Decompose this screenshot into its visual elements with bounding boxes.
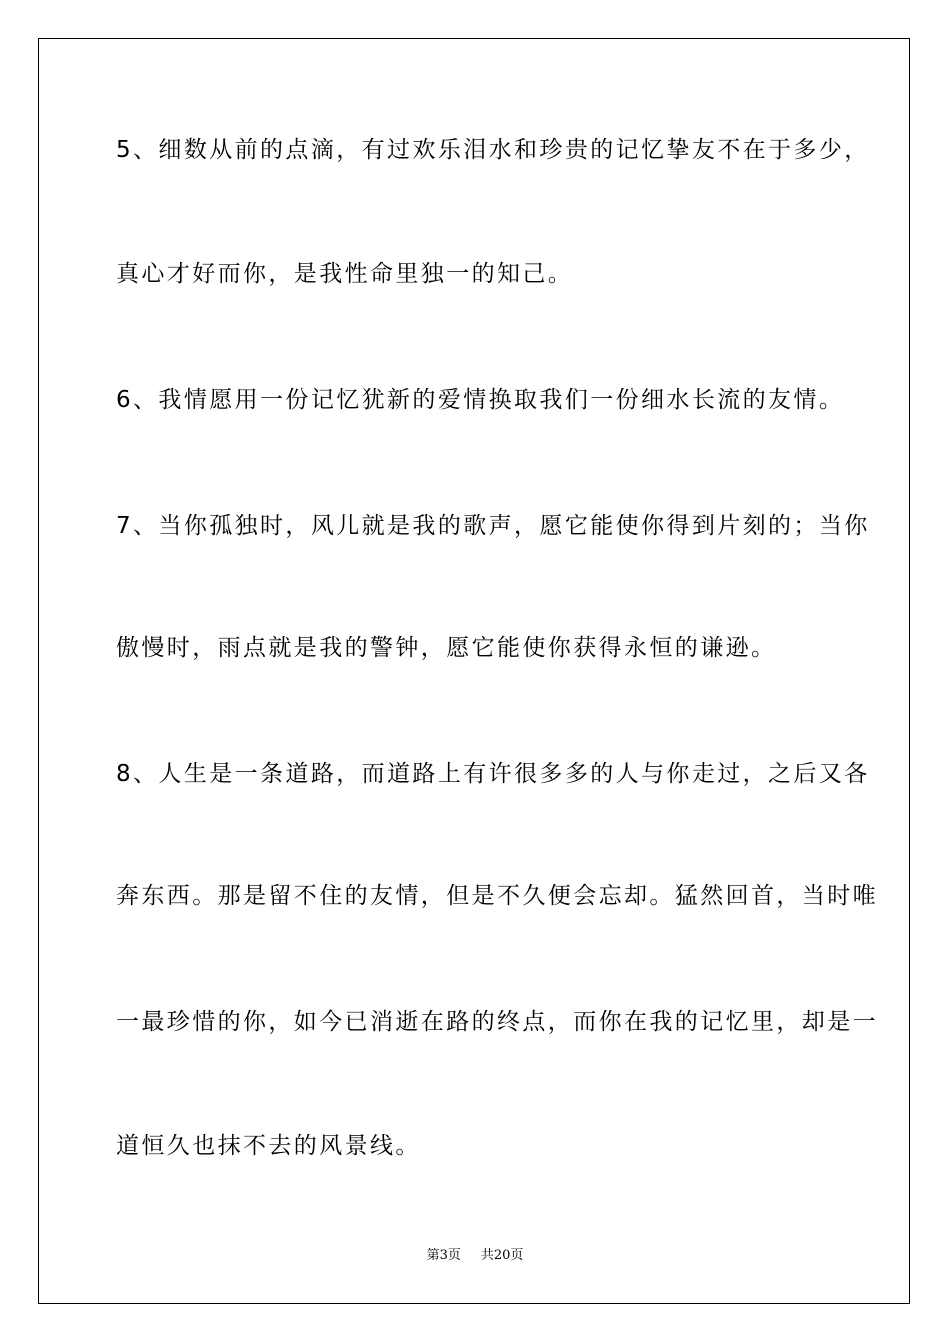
text-line-1: 5、细数从前的点滴，有过欢乐泪水和珍贵的记忆挚友不在于多少， [116, 137, 870, 163]
page-border [38, 38, 910, 1304]
text-line-8: 一最珍惜的你，如今已消逝在路的终点，而你在我的记忆里，却是一 [116, 1009, 878, 1035]
text-line-5: 傲慢时，雨点就是我的警钟，愿它能使你获得永恒的谦逊。 [116, 635, 777, 661]
text-line-4: 7、当你孤独时，风儿就是我的歌声，愿它能使你得到片刻的；当你 [116, 513, 870, 539]
text-line-9: 道恒久也抹不去的风景线。 [116, 1133, 421, 1159]
text-line-6: 8、人生是一条道路，而道路上有许很多多的人与你走过，之后又各 [116, 761, 870, 787]
page-number-current: 第3页 [426, 1248, 461, 1263]
text-line-7: 奔东西。那是留不住的友情，但是不久便会忘却。猛然回首，当时唯 [116, 883, 878, 909]
text-line-3: 6、我情愿用一份记忆犹新的爱情换取我们一份细水长流的友情。 [116, 387, 845, 413]
page-footer [0, 1248, 950, 1264]
text-line-2: 真心才好而你，是我性命里独一的知己。 [116, 261, 574, 287]
page-number-total: 共20页 [480, 1248, 524, 1263]
